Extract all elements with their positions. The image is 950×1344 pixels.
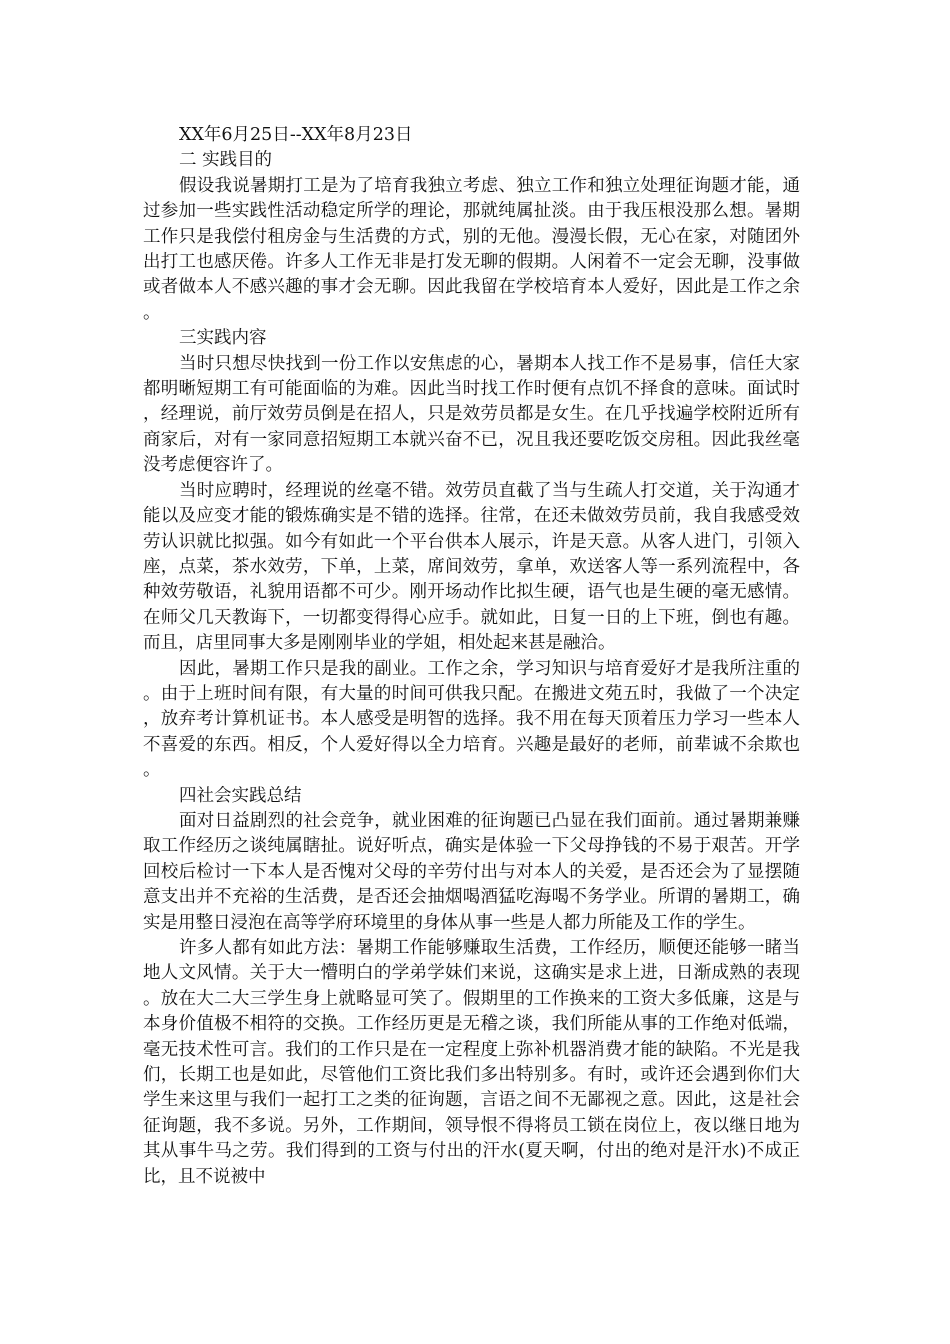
paragraph: 当时只想尽快找到一份工作以安焦虑的心，暑期本人找工作不是易事，信任大家都明晰短期工有可能面临的为难。因此当时找工作时便有点饥不择食的意味。面试时，经理说，前厅效劳员倒是在招人，只是效劳员都是女生。在几乎找遍学校附近所有商家后，对有一家同意招短期工本就兴奋不已，况且我还要吃饭交房租。因此我丝毫没考虑便容许了。 [143,353,800,476]
paragraph: 许多人都有如此方法：暑期工作能够赚取生活费，工作经历，顺便还能够一睹当地人文风情。关于大一懵明白的学弟学妹们来说，这确实是求上进，日渐成熟的表现。放在大二大三学生身上就略显可笑了。假期里的工作换来的工资大多低廉，这是与本身价值极不相符的交换。工作经历更是无稽之谈，我们所能从事的工作绝对低端，毫无技术性可言。我们的工作只是在一定程度上弥补机器消费才能的缺陷。不光是我们，长期工也是如此，尽管他们工资比我们多出特别多。有时，或许还会遇到你们大学生来这里与我们一起打工之类的征询题，言语之间不无鄙视之意。因此，这是社会征询题，我不多说。另外，工作期间，领导恨不得将员工锁在岗位上，夜以继日地为其从事牛马之劳。我们得到的工资与付出的汗水(夏天啊，付出的绝对是汗水)不成正比，且不说被中 [143,938,800,1187]
document-body [143,123,800,1190]
section-heading-practice-summary: 四社会实践总结 [179,785,302,806]
paragraph: 因此，暑期工作只是我的副业。工作之余，学习知识与培育爱好才是我所注重的。由于上班时间有限，有大量的时间可供我只配。在搬进文苑五时，我做了一个决定，放弃考计算机证书。本人感受是明智的选择。我不用在每天顶着压力学习一些本人不喜爱的东西。相反，个人爱好得以全力培育。兴趣是最好的老师，前辈诚不余欺也。 [143,658,800,781]
date-range: XX年6月25日--XX年8月23日 [179,125,413,145]
section-heading-practice-content: 三实践内容 [179,328,267,349]
paragraph: 当时应聘时，经理说的丝毫不错。效劳员直截了当与生疏人打交道，关于沟通才能以及应变才能的锻炼确实是不错的选择。往常，在还未做效劳员前，我自我感受效劳认识就比拟强。如今有如此一个平台供本人展示，许是天意。从客人进门，引领入座，点菜，茶水效劳，下单，上菜，席间效劳，拿单，欢送客人等一系列流程中，各种效劳敬语，礼貌用语都不可少。刚开场动作比拟生硬，语气也是生硬的毫无感情。在师父几天教诲下，一切都变得得心应手。就如此，日复一日的上下班，倒也有趣。而且，店里同事大多是刚刚毕业的学姐，相处起来甚是融洽。 [143,480,800,654]
paragraph: 面对日益剧烈的社会竞争，就业困难的征询题已凸显在我们面前。通过暑期兼赚取工作经历之谈纯属瞎扯。说好听点，确实是体验一下父母挣钱的不易于艰苦。开学回校后检讨一下本人是否愧对父母的辛劳付出与对本人的关爱，是否还会为了显摆随意支出并不充裕的生活费，是否还会抽烟喝酒猛吃海喝不务学业。所谓的暑期工，确实是用整日浸泡在高等学府环境里的身体从事一些是人都力所能及工作的学生。 [143,810,800,933]
paragraph: 假设我说暑期打工是为了培育我独立考虑、独立工作和独立处理征询题才能，通过参加一些实践性活动稳定所学的理论，那就纯属扯淡。由于我压根没那么想。暑期工作只是我偿付租房金与生活费的方式，别的无他。漫漫长假，无心在家，对随团外出打工也感厌倦。许多人工作无非是打发无聊的假期。人闲着不一定会无聊，没事做或者做本人不感兴趣的事才会无聊。因此我留在学校培育本人爱好，因此是工作之余。 [143,175,800,323]
section-heading-practice-purpose: 二 实践目的 [179,150,273,171]
